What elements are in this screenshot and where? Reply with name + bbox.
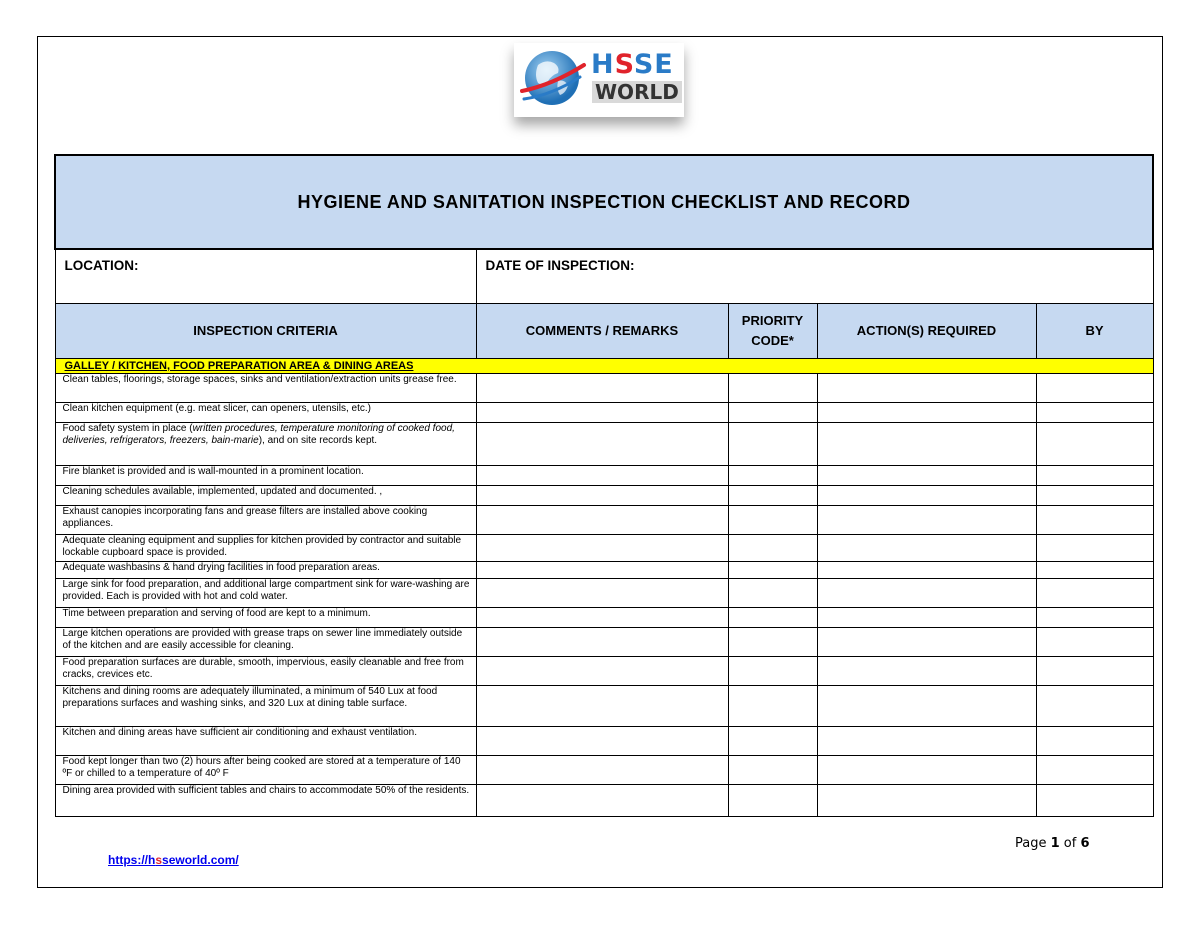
actions-cell[interactable] — [817, 403, 1036, 423]
by-cell[interactable] — [1036, 756, 1153, 785]
table-row — [55, 686, 1153, 727]
comments-cell[interactable] — [476, 608, 728, 628]
table-row — [55, 562, 1153, 579]
criteria-cell: Cleaning schedules available, implemented, updated and documented. , — [55, 486, 476, 506]
criteria-cell: Large kitchen operations are provided with grease traps on sewer line immediately outside of the kitchen and are easily accessible for cleaning. — [55, 628, 476, 657]
priority-cell[interactable] — [728, 785, 817, 817]
table-row — [55, 535, 1153, 562]
priority-cell[interactable] — [728, 506, 817, 535]
table-row — [55, 579, 1153, 608]
by-cell[interactable] — [1036, 486, 1153, 506]
priority-cell[interactable] — [728, 686, 817, 727]
by-cell[interactable] — [1036, 466, 1153, 486]
priority-cell[interactable] — [728, 727, 817, 756]
comments-cell[interactable] — [476, 628, 728, 657]
criteria-cell: Adequate cleaning equipment and supplies for kitchen provided by contractor and suitable lockable cupboard space is provided. — [55, 535, 476, 562]
table-row — [55, 608, 1153, 628]
criteria-cell: Time between preparation and serving of food are kept to a minimum. — [55, 608, 476, 628]
comments-cell[interactable] — [476, 466, 728, 486]
by-cell[interactable] — [1036, 562, 1153, 579]
criteria-cell: Kitchen and dining areas have sufficient air conditioning and exhaust ventilation. — [55, 727, 476, 756]
by-cell[interactable] — [1036, 628, 1153, 657]
comments-cell[interactable] — [476, 727, 728, 756]
table-row — [55, 727, 1153, 756]
table-row — [55, 374, 1153, 403]
by-cell[interactable] — [1036, 686, 1153, 727]
criteria-cell: Food safety system in place (written procedures, temperature monitoring of cooked food, deliveries, refrigerators, freezers, bain-marie), and on site records kept. — [55, 423, 476, 466]
comments-cell[interactable] — [476, 423, 728, 466]
website-link[interactable]: https://hsseworld.com/ — [108, 853, 239, 867]
actions-cell[interactable] — [817, 535, 1036, 562]
table-row — [55, 486, 1153, 506]
actions-cell[interactable] — [817, 506, 1036, 535]
logo-wordmark-top: HSSE — [591, 49, 674, 80]
comments-cell[interactable] — [476, 785, 728, 817]
criteria-cell: Kitchens and dining rooms are adequately illuminated, a minimum of 540 Lux at food preparations surfaces and washing sinks, and 320 Lux at dining table surface. — [55, 686, 476, 727]
criteria-cell: Exhaust canopies incorporating fans and grease filters are installed above cooking appliances. — [55, 506, 476, 535]
by-cell[interactable] — [1036, 374, 1153, 403]
comments-cell[interactable] — [476, 686, 728, 727]
criteria-cell: Food kept longer than two (2) hours after being cooked are stored at a temperature of 140 ºF or chilled to a temperature of 40º F — [55, 756, 476, 785]
comments-cell[interactable] — [476, 562, 728, 579]
actions-cell[interactable] — [817, 686, 1036, 727]
location-field[interactable]: LOCATION: — [55, 249, 476, 304]
actions-cell[interactable] — [817, 423, 1036, 466]
comments-cell[interactable] — [476, 486, 728, 506]
comments-cell[interactable] — [476, 756, 728, 785]
priority-cell[interactable] — [728, 562, 817, 579]
table-row — [55, 785, 1153, 817]
table-row — [55, 657, 1153, 686]
comments-cell[interactable] — [476, 403, 728, 423]
table-row — [55, 506, 1153, 535]
priority-cell[interactable] — [728, 486, 817, 506]
actions-cell[interactable] — [817, 486, 1036, 506]
priority-cell[interactable] — [728, 535, 817, 562]
by-cell[interactable] — [1036, 579, 1153, 608]
criteria-cell: Food preparation surfaces are durable, smooth, impervious, easily cleanable and free from cracks, crevices etc. — [55, 657, 476, 686]
priority-cell[interactable] — [728, 423, 817, 466]
actions-cell[interactable] — [817, 756, 1036, 785]
actions-cell[interactable] — [817, 657, 1036, 686]
globe-icon — [514, 43, 590, 117]
table-row — [55, 423, 1153, 466]
by-cell[interactable] — [1036, 657, 1153, 686]
criteria-cell: Adequate washbasins & hand drying facilities in food preparation areas. — [55, 562, 476, 579]
criteria-cell: Clean kitchen equipment (e.g. meat slicer, can openers, utensils, etc.) — [55, 403, 476, 423]
actions-cell[interactable] — [817, 785, 1036, 817]
actions-cell[interactable] — [817, 374, 1036, 403]
criteria-cell: Large sink for food preparation, and additional large compartment sink for ware-washing are provided. Each is provided with hot and cold water. — [55, 579, 476, 608]
by-cell[interactable] — [1036, 506, 1153, 535]
priority-cell[interactable] — [728, 403, 817, 423]
comments-cell[interactable] — [476, 506, 728, 535]
actions-cell[interactable] — [817, 608, 1036, 628]
page-number: Page 1 of 6 — [1015, 836, 1090, 851]
actions-cell[interactable] — [817, 727, 1036, 756]
table-row — [55, 756, 1153, 785]
column-header-by: BY — [1036, 304, 1153, 359]
priority-cell[interactable] — [728, 608, 817, 628]
column-header-comments: COMMENTS / REMARKS — [476, 304, 728, 359]
priority-cell[interactable] — [728, 756, 817, 785]
priority-cell[interactable] — [728, 628, 817, 657]
by-cell[interactable] — [1036, 535, 1153, 562]
by-cell[interactable] — [1036, 403, 1153, 423]
by-cell[interactable] — [1036, 608, 1153, 628]
comments-cell[interactable] — [476, 535, 728, 562]
criteria-cell: Dining area provided with sufficient tables and chairs to accommodate 50% of the residents. — [55, 785, 476, 817]
by-cell[interactable] — [1036, 423, 1153, 466]
date-of-inspection-field[interactable]: DATE OF INSPECTION: — [476, 249, 1153, 304]
column-header-criteria: INSPECTION CRITERIA — [55, 304, 476, 359]
actions-cell[interactable] — [817, 562, 1036, 579]
priority-cell[interactable] — [728, 466, 817, 486]
table-row — [55, 403, 1153, 423]
hsse-world-logo — [514, 43, 684, 117]
logo-wordmark-bottom: WORLD — [592, 81, 682, 103]
inspection-checklist-table — [54, 154, 1154, 817]
priority-cell[interactable] — [728, 579, 817, 608]
criteria-cell: Clean tables, floorings, storage spaces, sinks and ventilation/extraction units grease free. — [55, 374, 476, 403]
comments-cell[interactable] — [476, 657, 728, 686]
document-title: HYGIENE AND SANITATION INSPECTION CHECKLIST AND RECORD — [55, 155, 1153, 249]
actions-cell[interactable] — [817, 579, 1036, 608]
criteria-cell: Fire blanket is provided and is wall-mounted in a prominent location. — [55, 466, 476, 486]
actions-cell[interactable] — [817, 466, 1036, 486]
by-cell[interactable] — [1036, 727, 1153, 756]
column-header-priority: PRIORITY CODE* — [728, 304, 817, 359]
priority-cell[interactable] — [728, 657, 817, 686]
by-cell[interactable] — [1036, 785, 1153, 817]
comments-cell[interactable] — [476, 579, 728, 608]
section-header: GALLEY / KITCHEN, FOOD PREPARATION AREA & DINING AREAS — [55, 359, 1153, 374]
comments-cell[interactable] — [476, 374, 728, 403]
column-header-actions: ACTION(S) REQUIRED — [817, 304, 1036, 359]
table-row — [55, 628, 1153, 657]
table-row — [55, 466, 1153, 486]
priority-cell[interactable] — [728, 374, 817, 403]
actions-cell[interactable] — [817, 628, 1036, 657]
